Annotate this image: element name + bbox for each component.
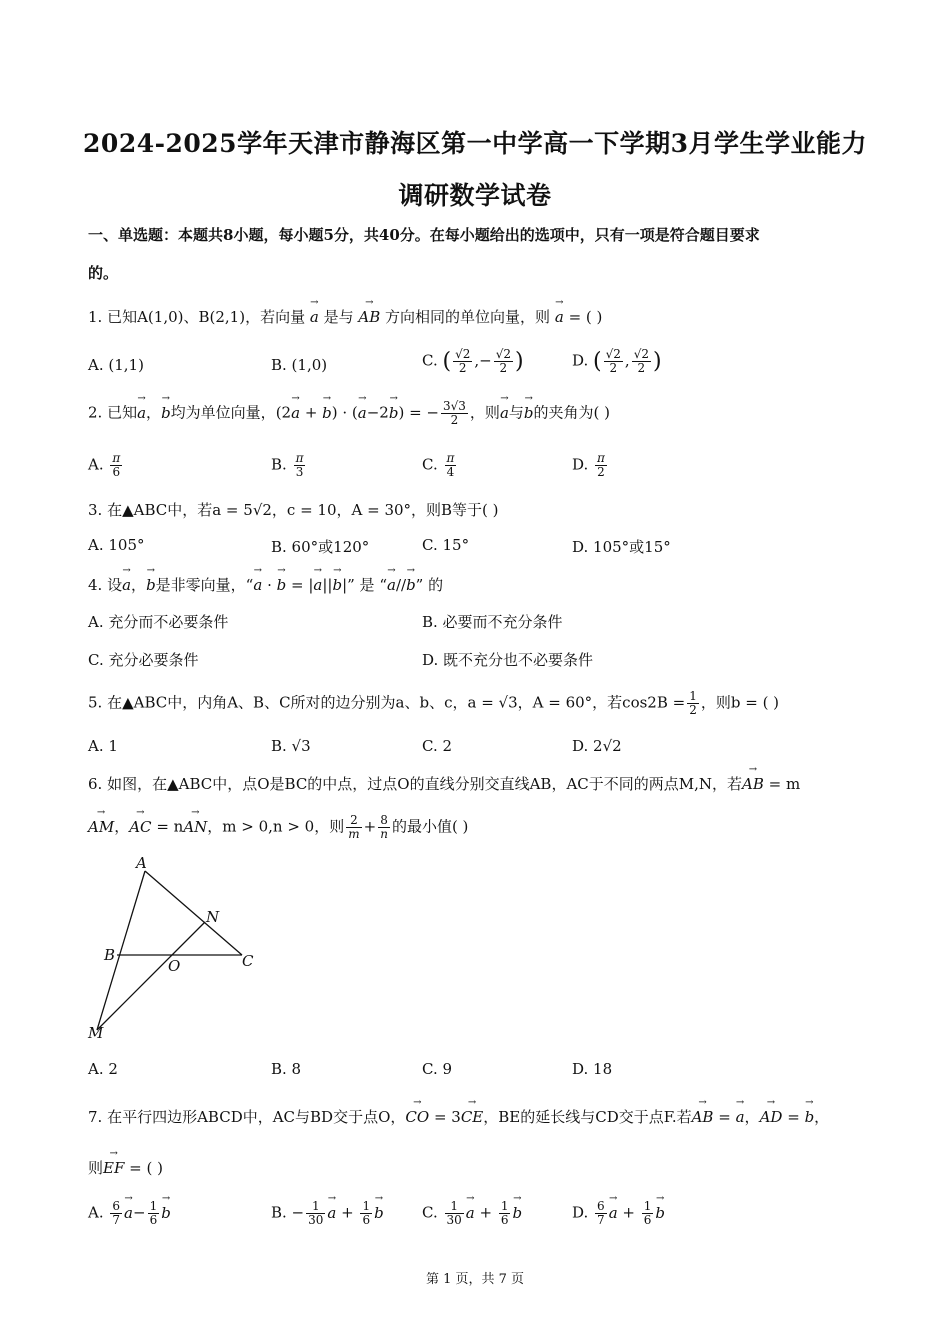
question-2-option-a: A. $\frac{\pi}{6}$ (88, 451, 121, 479)
question-6-option-b: B. 8 (271, 1060, 302, 1078)
question-2-option-d: D. $\frac{\pi}{2}$ (572, 451, 605, 479)
question-3-option-a: A. 105° (88, 536, 145, 554)
question-3-option-c: C. 15° (422, 536, 470, 554)
question-1-option-a: A. (1,1) (88, 356, 144, 374)
question-6-option-a: A. 2 (88, 1060, 118, 1078)
page-footer: 第 1 页，共 7 页 (425, 1272, 525, 1287)
section-instructions-line2: 的。 (88, 264, 119, 282)
question-1-stem: 1. 已知A(1,0)、B(2,1)，若向量 → a 是与 → AB 方向相同的单位向量，则 → a = ( ) (88, 306, 602, 327)
question-1-option-b: B. (1,0) (271, 356, 328, 374)
question-3-option-d: D. 105°或15° (572, 538, 671, 556)
question-7-option-b: B. − $\frac{1}{30}$ → a + $\frac{1}{6}$ → b (271, 1200, 384, 1227)
triangle-figure (80, 850, 280, 1050)
question-7-option-d: D. $\frac{6}{7}$ → a + $\frac{1}{6}$ → b (572, 1200, 665, 1227)
section-instructions-line1: 一、单选题：本题共8小题，每小题5分，共40分。在每小题给出的选项中，只有一项是符合题目要求 (88, 226, 760, 244)
question-1-option-c: C. ( $\frac{√2}{2}$ ,− $\frac{√2}{2}$ ) (422, 347, 524, 375)
label-o: O (168, 957, 181, 975)
segment-ac (145, 871, 242, 955)
question-4-stem: 4. 设→ a，→ b是非零向量，“→ a · → b = |→ a||→ b|” 是 “→ a//→ b” 的 (88, 574, 443, 595)
question-1-option-d: D. ( $\frac{√2}{2}$ , $\frac{√2}{2}$ ) (572, 347, 662, 375)
question-7-stem-line2: 则→ EF = ( ) (88, 1157, 163, 1178)
label-c: C (242, 952, 254, 970)
label-a: A (136, 854, 147, 872)
question-5-option-b: B. √3 (271, 737, 311, 755)
question-2-option-c: C. $\frac{\pi}{4}$ (422, 451, 455, 479)
question-6-option-d: D. 18 (572, 1060, 613, 1078)
question-4-option-d: D. 既不充分也不必要条件 (422, 651, 594, 669)
label-n: N (206, 908, 220, 926)
question-7-option-a: A. $\frac{6}{7}$ → a− $\frac{1}{6}$ → b (88, 1200, 171, 1227)
question-7-option-c: C. $\frac{1}{30}$ → a + $\frac{1}{6}$ → b (422, 1200, 522, 1227)
question-5-option-d: D. 2√2 (572, 737, 622, 755)
question-3-stem: 3. 在▲ABC中，若a = 5√2，c = 10，A = 30°，则B等于( ) (88, 501, 499, 519)
label-b: B (104, 946, 116, 964)
exam-title-line1: 2024-2025学年天津市静海区第一中学高一下学期3月学生学业能力 (83, 129, 867, 158)
question-6-option-c: C. 9 (422, 1060, 453, 1078)
label-m: M (88, 1024, 104, 1042)
question-4-option-a: A. 充分而不必要条件 (88, 613, 229, 631)
question-5-stem: 5. 在▲ABC中，内角A、B、C所对的边分别为a、b、c，a = √3，A = 60°，若cos2B = $\frac{1}{2}$ ，则b = ( ) (88, 689, 780, 717)
question-7-stem-line1: 7. 在平行四边形ABCD中，AC与BD交于点O，→ CO = 3→ CE，BE的延长线与CD交于点F.若→ AB = → a，→ AD = → b， (88, 1106, 829, 1127)
question-5-option-c: C. 2 (422, 737, 453, 755)
question-5-option-a: A. 1 (88, 737, 118, 755)
exam-title-line2: 调研数学试卷 (398, 181, 552, 210)
question-3-option-b: B. 60°或120° (271, 538, 370, 556)
question-4-option-c: C. 充分必要条件 (88, 651, 199, 669)
question-6-stem-line1: 6. 如图，在▲ABC中，点O是BC的中点，过点O的直线分别交直线AB，AC于不同的两点M,N，若→ AB = m (88, 773, 800, 794)
question-4-option-b: B. 必要而不充分条件 (422, 613, 563, 631)
question-6-stem-line2: → AM，→ AC = n→ AN，m > 0,n > 0，则 $\frac{2}{m}$ + $\frac{8}{n}$ 的最小值( ) (88, 814, 468, 841)
question-2-option-b: B. $\frac{\pi}{3}$ (271, 451, 304, 479)
question-2-stem: 2. 已知→ a，→ b均为单位向量，(2→ a + → b) · (→ a−2→ b) = − $\frac{3√3}{2}$ ，则→ a与→ b的夹角为( ) (88, 400, 610, 427)
